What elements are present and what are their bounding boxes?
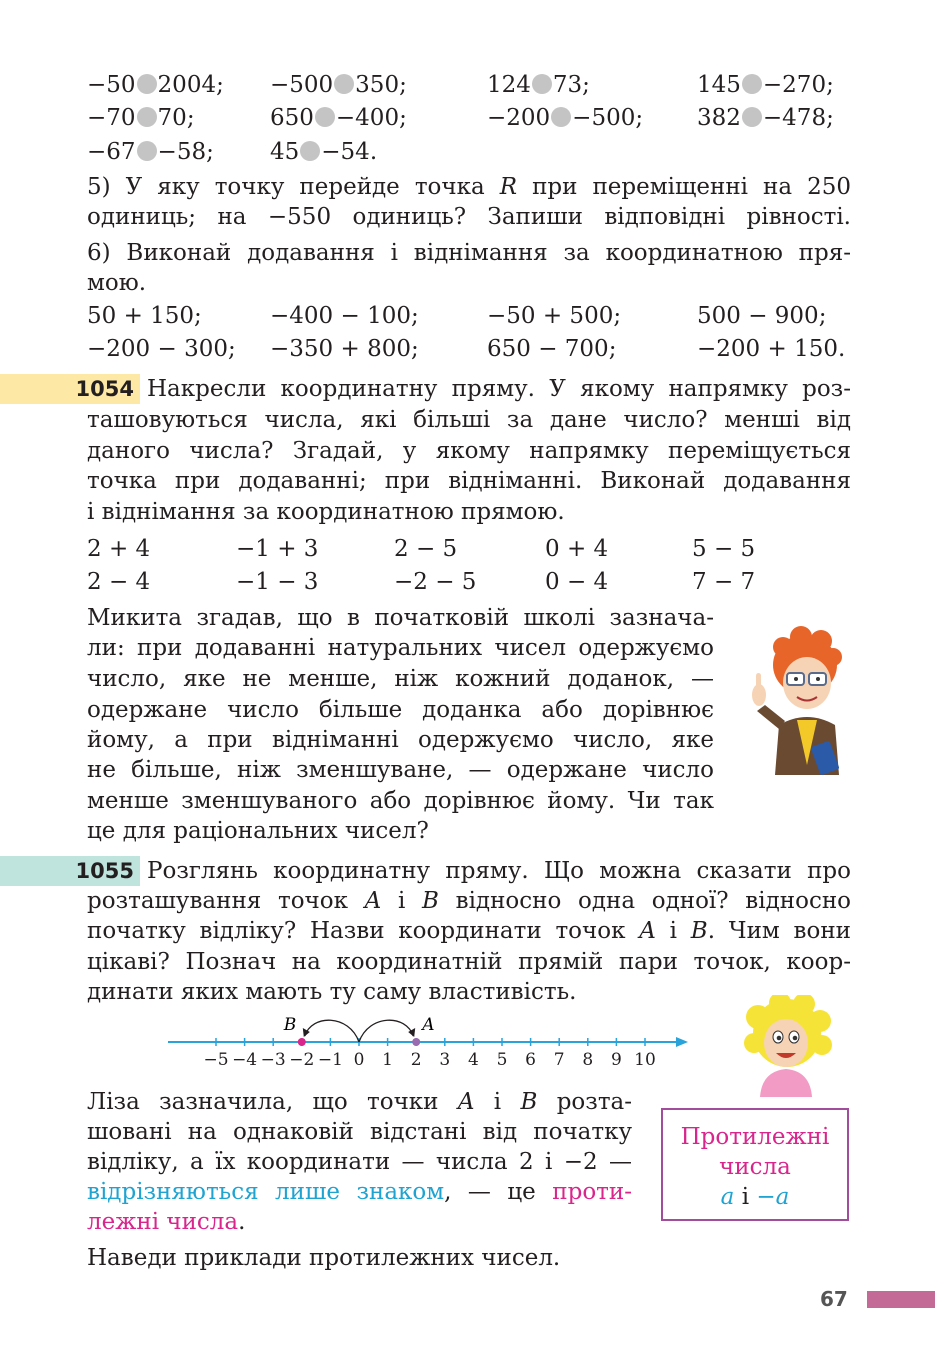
tick-label: −3 [260, 1050, 286, 1070]
compare-right: −478; [762, 105, 834, 131]
compare-item [487, 70, 590, 100]
tick-label: −1 [317, 1050, 343, 1070]
compare-left: −70 [87, 105, 136, 131]
liza-text: Ліза зазначила, що точки [87, 1089, 439, 1115]
compare-item [487, 103, 643, 133]
tick-label: 2 [410, 1050, 422, 1070]
liza-line3: відліку, а їх координати — числа 2 і −2 — [87, 1149, 632, 1175]
final-question: Наведи приклади протилежних чисел. [87, 1245, 561, 1271]
compare-right: 70; [157, 105, 195, 131]
liza-text: , — це [444, 1179, 536, 1205]
compare-circle [137, 74, 157, 94]
liza-text: розта- [556, 1089, 633, 1115]
expression: 2 − 4 [87, 569, 151, 595]
liza-line1 [87, 1087, 632, 1117]
compare-left: −50 [87, 72, 136, 98]
compare-left: 124 [487, 72, 531, 98]
mykyta-line: це для раціональних чисел? [87, 818, 429, 844]
tick-label: 6 [525, 1050, 537, 1070]
rule-a: a [720, 1184, 735, 1210]
point-b [298, 1038, 306, 1046]
expression: 650 − 700; [487, 336, 617, 362]
expression: −1 − 3 [236, 569, 319, 595]
rule-subtitle: числа [719, 1154, 791, 1180]
axis-arrow-icon [676, 1037, 688, 1047]
task1055-line3 [87, 916, 851, 946]
compare-left: 45 [270, 139, 300, 165]
tick-label: 5 [496, 1050, 508, 1070]
liza-text: і [493, 1089, 502, 1115]
compare-right: −500; [572, 105, 644, 131]
expression: 2 + 4 [87, 536, 151, 562]
compare-left: −200 [487, 105, 551, 131]
compare-right: −54. [321, 139, 378, 165]
compare-right: 2004; [157, 72, 224, 98]
compare-circle [300, 141, 320, 161]
compare-circle [742, 74, 762, 94]
expression: 7 − 7 [692, 569, 756, 595]
compare-item [87, 137, 214, 167]
tick-label: 10 [634, 1050, 656, 1070]
compare-circle [742, 107, 762, 127]
compare-item [87, 103, 195, 133]
compare-circle [137, 107, 157, 127]
point-a-label: A [422, 1015, 435, 1035]
compare-item [87, 70, 224, 100]
mykyta-line: Микита згадав, що в початковій школі зазнача- [87, 605, 714, 631]
task1054-line4: точка при додаванні; при відніманні. Виконай додавання [87, 468, 851, 494]
highlight-sign-text: відрізняються лише знаком [87, 1179, 445, 1205]
task-text: і [397, 888, 406, 914]
compare-left: 382 [697, 105, 741, 131]
tick-label: 3 [439, 1050, 451, 1070]
compare-item [697, 103, 834, 133]
expression: 500 − 900; [697, 303, 827, 329]
expression: 0 + 4 [545, 536, 609, 562]
item5-line1 [87, 172, 851, 202]
compare-item [270, 70, 407, 100]
task-text: . Чим вони [707, 918, 852, 944]
tick-label: −4 [232, 1050, 258, 1070]
expression: −50 + 500; [487, 303, 622, 329]
girl-character-illustration [740, 995, 835, 1097]
compare-item [270, 103, 407, 133]
tick-label: 1 [382, 1050, 394, 1070]
arc-to-b [305, 1020, 359, 1042]
task-number-1054: 1054 [0, 374, 140, 404]
point-b-label: B [520, 1089, 538, 1115]
compare-right: 73; [552, 72, 590, 98]
task1054-line1: Накресли координатну пряму. У якому напрямку роз- [147, 376, 851, 402]
mykyta-line: не більше, ніж зменшуване, — одержане число [87, 757, 714, 783]
compare-right: −270; [762, 72, 834, 98]
compare-item [697, 70, 834, 100]
task1055-line2 [87, 886, 851, 916]
tick-label: 9 [610, 1050, 622, 1070]
page-number: 67 [820, 1287, 848, 1311]
item6-line1: 6) Виконай додавання і віднімання за координатною пря- [87, 240, 851, 266]
compare-right: −400; [335, 105, 407, 131]
number-line-figure [160, 1010, 695, 1072]
expression: 0 − 4 [545, 569, 609, 595]
task-text: відносно одна одної? відносно [455, 888, 852, 914]
rule-and: і [741, 1184, 750, 1210]
point-b-label: B [690, 918, 708, 944]
task1055-line1: Розглянь координатну пряму. Що можна сказати про [147, 858, 851, 884]
compare-item [270, 137, 377, 167]
expression: 5 − 5 [692, 536, 756, 562]
tick-label: 7 [553, 1050, 565, 1070]
liza-line4 [87, 1177, 632, 1207]
tick-label: 8 [582, 1050, 594, 1070]
liza-text: . [238, 1209, 246, 1235]
item5-text: 5) У яку точку перейде точка [87, 174, 485, 200]
point-b-label: B [422, 888, 439, 914]
task-text: розташування точок [87, 888, 348, 914]
point-a-label: A [364, 888, 382, 914]
compare-circle [551, 107, 571, 127]
task1055-line4: цікаві? Познач на координатній прямій пари точок, коор- [87, 949, 851, 975]
compare-left: −500 [270, 72, 334, 98]
boy-character-illustration [735, 625, 855, 780]
mykyta-line: число, яке не менше, ніж кожний доданок, — [87, 666, 714, 692]
expression: −400 − 100; [270, 303, 419, 329]
rule-title: Протилежні [680, 1124, 830, 1150]
rule-minus-a: −a [756, 1184, 790, 1210]
item5-line2: одиниць; на −550 одиниць? Запиши відповідні рівності. [87, 204, 851, 230]
expression: 50 + 150; [87, 303, 202, 329]
compare-circle [137, 141, 157, 161]
mykyta-line: одержане число більше доданка або дорівнює [87, 697, 714, 723]
expression: −200 − 300; [87, 336, 236, 362]
task1054-line5: і віднімання за координатною прямою. [87, 499, 565, 525]
item5-text: при переміщенні на 250 [532, 174, 851, 200]
task-text: і [669, 918, 678, 944]
expression: −200 + 150. [697, 336, 846, 362]
task1054-line2: ташовуються числа, які більші за дане число? менші від [87, 407, 851, 433]
point-b-label: B [283, 1015, 297, 1035]
mykyta-line: ли: при додаванні натуральних чисел одержуємо [87, 635, 714, 661]
compare-left: −67 [87, 139, 136, 165]
compare-circle [334, 74, 354, 94]
expression: −350 + 800; [270, 336, 419, 362]
compare-right: 350; [355, 72, 407, 98]
task1054-line3: даного числа? Згадай, у якому напрямку переміщується [87, 438, 851, 464]
item6-line2: мою. [87, 270, 147, 296]
task-number-1055: 1055 [0, 856, 140, 886]
mykyta-line: менше зменшуваного або дорівнює йому. Чи так [87, 788, 714, 814]
tick-label: 4 [467, 1050, 479, 1070]
compare-circle [532, 74, 552, 94]
rule-formula [663, 1182, 847, 1212]
expression: −2 − 5 [394, 569, 477, 595]
compare-right: −58; [157, 139, 214, 165]
point-a-label: A [457, 1089, 475, 1115]
compare-left: 650 [270, 105, 314, 131]
page-color-bar [867, 1291, 935, 1308]
tick-label: −5 [203, 1050, 229, 1070]
liza-line5 [87, 1207, 245, 1237]
opposite-numbers-rule-box [661, 1108, 849, 1221]
compare-left: 145 [697, 72, 741, 98]
highlight-opposite-text: проти- [552, 1179, 632, 1205]
tick-label: 0 [353, 1050, 365, 1070]
tick-label: −2 [289, 1050, 315, 1070]
arc-to-a [359, 1020, 413, 1042]
point-a-label: A [639, 918, 656, 944]
mykyta-line: йому, а при відніманні одержуємо число, яке [87, 727, 714, 753]
task-text: початку відліку? Назви координати точок [87, 918, 626, 944]
task1055-line5: динати яких мають ту саму властивість. [87, 979, 577, 1005]
expression: 2 − 5 [394, 536, 458, 562]
highlight-opposite-text: лежні числа [87, 1209, 239, 1235]
liza-line2: шовані на однаковій відстані від початку [87, 1119, 632, 1145]
point-r: R [499, 174, 518, 200]
point-a [412, 1038, 420, 1046]
expression: −1 + 3 [236, 536, 319, 562]
compare-circle [315, 107, 335, 127]
